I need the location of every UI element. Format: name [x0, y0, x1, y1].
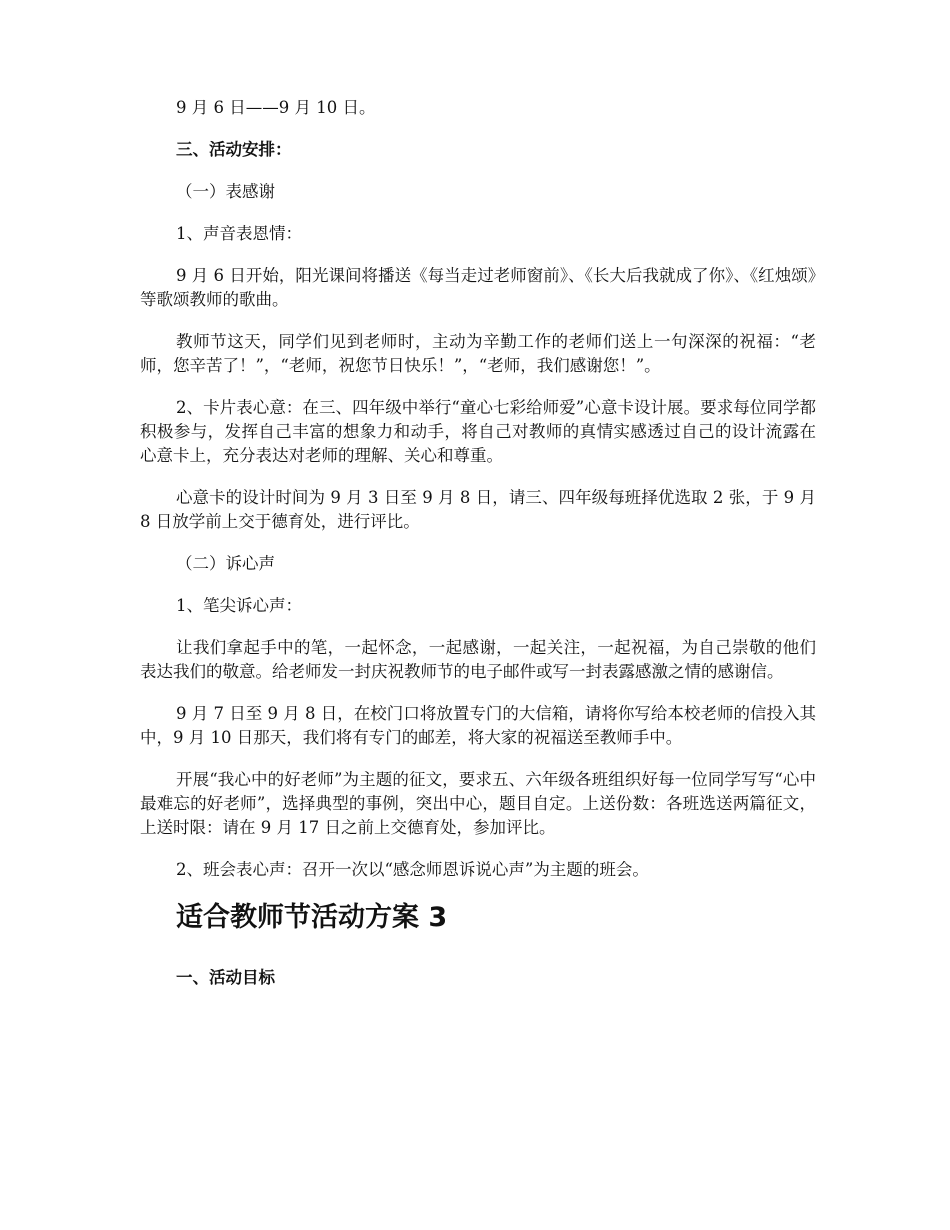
section-heading-goals: 一、活动目标 [176, 968, 275, 987]
section-heading-activity-arrangement: 三、活动安排： [176, 140, 292, 159]
paragraph-card-design: 2、卡片表心意：在三、四年级中举行“童心七彩给师爱”心意卡设计展。要求每位同学都积极参与，发挥自己丰富的想象力和动手，将自己对教师的真情实感透过自己的设计流露在心意卡上，充分表达对老师的理解、关心和尊重。 [140, 398, 816, 465]
paragraph-mailbox: 9 月 7 日至 9 月 8 日，在校门口将放置专门的大信箱，请将你写给本校老师的信投入其中，9 月 10 日那天，我们将有专门的邮差，将大家的祝福送至教师手中。 [140, 704, 816, 747]
paragraph-card-schedule: 心意卡的设计时间为 9 月 3 日至 9 月 8 日，请三、四年级每班择优选取 2 张，于 9 月 8 日放学前上交于德育处，进行评比。 [140, 488, 816, 531]
subsection-heading-thanks: （一）表感谢 [176, 182, 275, 201]
document-page [140, 96, 816, 1008]
paragraph-letters: 让我们拿起手中的笔，一起怀念，一起感谢，一起关注，一起祝福，为自己崇敬的他们表达我们的敬意。给老师发一封庆祝教师节的电子邮件或写一封表露感激之情的感谢信。 [140, 638, 816, 681]
paragraph-essay: 开展“我心中的好老师”为主题的征文，要求五、六年级各班组织好每一位同学写写“心中最难忘的好老师”，选择典型的事例，突出中心，题目自定。上送份数：各班选送两篇征文，上送时限：请在 9 月 17 日之前上交德育处，参加评比。 [140, 770, 816, 837]
subsection-heading-voice-heart: （二）诉心声 [176, 554, 275, 573]
document-title-plan-3: 适合教师节活动方案 3 [176, 902, 448, 933]
item-heading-pen: 1、笔尖诉心声： [176, 596, 302, 615]
date-range-paragraph: 9 月 6 日——9 月 10 日。 [176, 98, 376, 117]
paragraph-greetings: 教师节这天，同学们见到老师时，主动为辛勤工作的老师们送上一句深深的祝福：“老师，您辛苦了！”，“老师，祝您节日快乐！”，“老师，我们感谢您！”。 [140, 332, 816, 375]
item-heading-voice: 1、声音表恩情： [176, 224, 302, 243]
item-heading-class-meeting: 2、班会表心声：召开一次以“感念师恩诉说心声”为主题的班会。 [176, 860, 649, 879]
paragraph-songs: 9 月 6 日开始，阳光课间将播送《每当走过老师窗前》、《长大后我就成了你》、《红烛颂》等歌颂教师的歌曲。 [140, 266, 816, 309]
